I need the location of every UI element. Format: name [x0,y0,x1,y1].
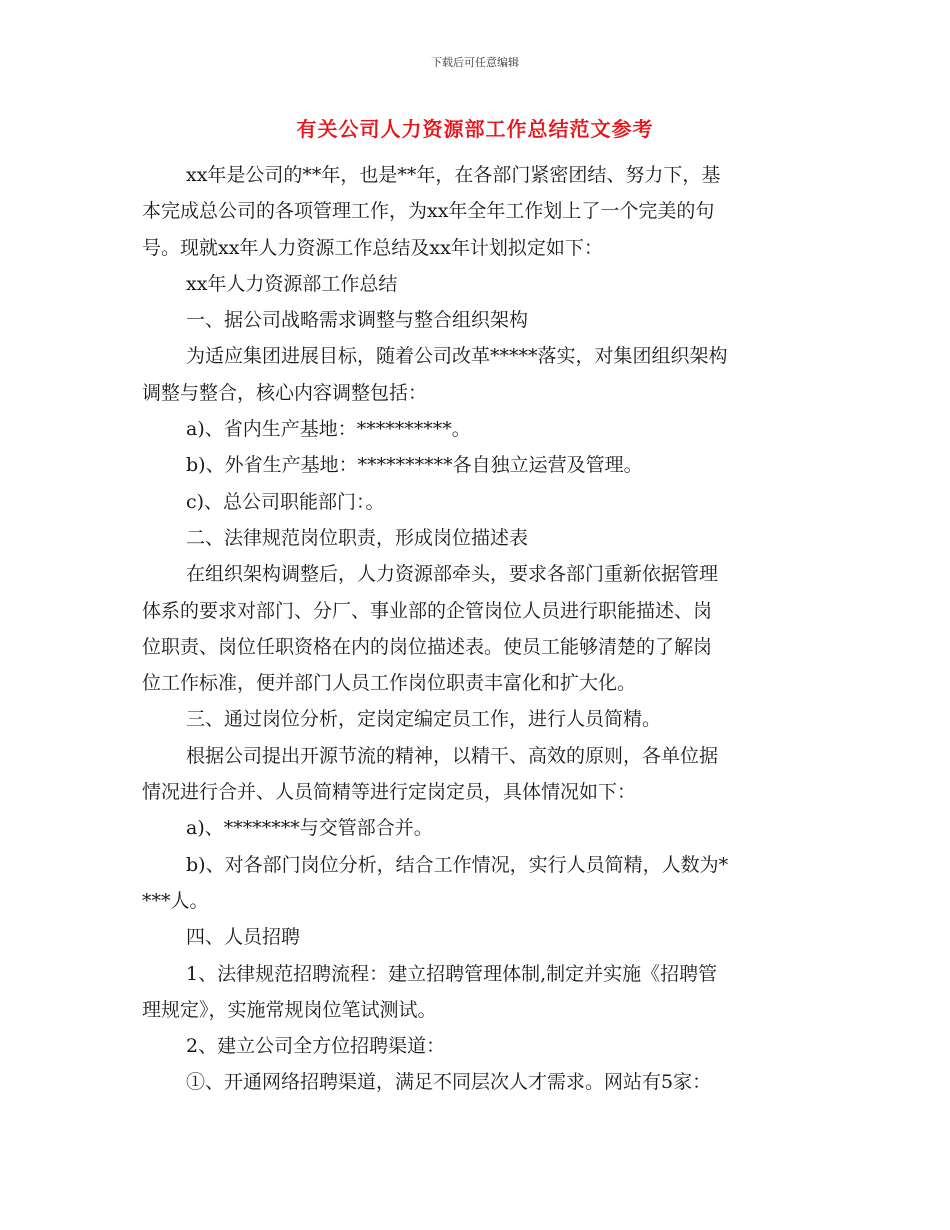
document-title: 有关公司人力资源部工作总结范文参考 [296,117,654,141]
text-line: a)、省内生产基地：**********。 [186,418,471,441]
text-line: xx年人力资源部工作总结 [186,272,398,295]
text-line: 理规定》，实施常规岗位笔试测试。 [142,998,437,1021]
document-body [142,157,810,1101]
text-line: 位工作标准，便并部门人员工作岗位职责丰富化和扩大化。 [142,672,637,695]
text-line: 三、通过岗位分析，定岗定编定员工作，进行人员简精。 [186,708,662,731]
text-line: 本完成总公司的各项管理工作，为xx年全年工作划上了一个完美的句 [142,200,715,223]
text-line: 位职责、岗位任职资格在内的岗位描述表。使员工能够清楚的了解岗 [142,635,713,658]
text-line: 根据公司提出开源节流的精神，以精干、高效的原则，各单位据 [186,744,719,767]
text-line: 四、人员招聘 [186,926,301,949]
text-line: 在组织架构调整后，人力资源部牵头，要求各部门重新依据管理 [186,563,719,586]
text-line: 体系的要求对部门、分厂、事业部的企管岗位人员进行职能描述、岗 [142,599,713,622]
text-line: ①、开通网络招聘渠道，满足不同层次人才需求。网站有5家： [186,1071,712,1094]
text-line: 号。现就xx年人力资源工作总结及xx年计划拟定如下： [142,236,603,259]
text-line: 情况进行合并、人员简精等进行定岗定员，具体情况如下： [142,781,637,804]
text-line: b)、外省生产基地：**********各自独立运营及管理。 [186,454,643,477]
text-line: ***人。 [142,889,209,912]
text-line: c)、总公司职能部门：。 [186,490,385,513]
text-line: 二、法律规范岗位职责，形成岗位描述表 [186,526,529,549]
text-line: 为适应集团进展目标，随着公司改革*****落实，对集团组织架构 [186,345,728,368]
text-line: b)、对各部门岗位分析，结合工作情况，实行人员简精，人数为* [186,853,729,876]
text-line: 1、法律规范招聘流程：建立招聘管理体制,制定并实施《招聘管 [186,962,718,985]
text-line: a)、********与交管部合并。 [186,817,433,840]
text-line: 一、据公司战略需求调整与整合组织架构 [186,309,529,332]
header-note: 下载后可任意编辑 [431,56,519,69]
text-line: xx年是公司的**年，也是**年，在各部门紧密团结、努力下，基 [186,164,721,186]
text-line: 2、建立公司全方位招聘渠道： [186,1035,446,1058]
text-line: 调整与整合，核心内容调整包括： [142,381,428,404]
